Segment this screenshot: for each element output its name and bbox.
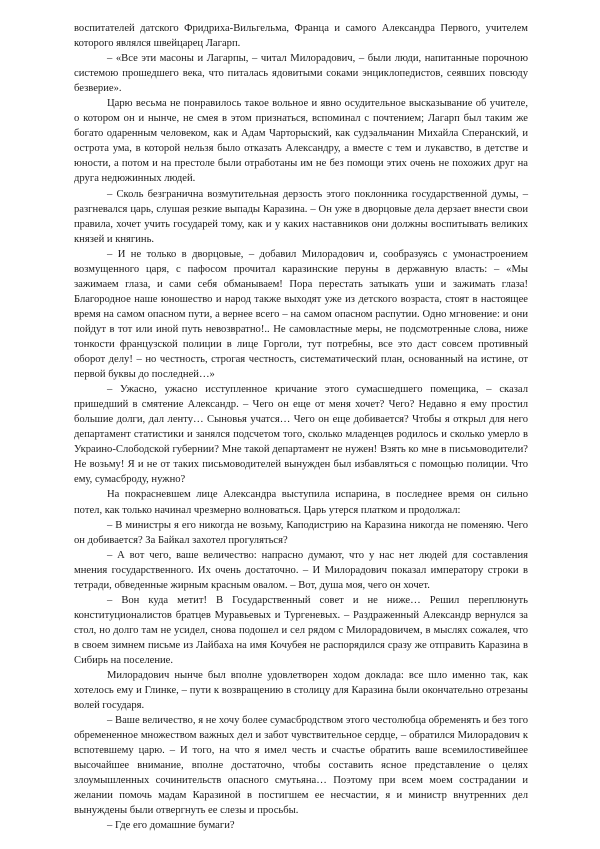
paragraph-1: воспитателей датского Фридриха-Вильгельма, Франца и самого Александра Первого, учителем которого являлся швейцарец Лагарп. xyxy=(74,23,528,50)
paragraph-12: – Ваше величество, я не хочу более сумасбродством этого честолюбца обременять и без того обремененное множеством важных дел и забот чувствительное сердце, – обратился Милорадович к вспотевшему царю. – И того, на что я имел честь и счастье обратить ваше всемилостивейшее высочайшее внимание, вполне достаточно, чтобы составить ясное представление о целях злоумышленных сочинительств опасного смутьяна… Поэтому при всем моем сострадании и желании помочь мадам Каразиной в постигшем ее несчастии, я и министр внутренних дел вынуждены были отвергнуть ее слезы и просьбы. xyxy=(74,715,528,817)
paragraph-4: – Сколь безгранична возмутительная дерзость этого поклонника государственной думы, – разгневался царь, слушая резкие выпады Каразина. – Он уже в дворцовые дела дерзает внести свои правила, хочет учить государей тому, как и у каких наставников они должны воспитывать великих князей и княгинь. xyxy=(74,188,528,245)
paragraph-2: – «Все эти масоны и Лагарпы, – читал Милорадович, – были люди, напитанные порочною системою прошедшего века, что питалась ядовитыми соками энциклопедистов, сеявших повсюду безверие». xyxy=(74,53,528,95)
paragraph-11: Милорадович нынче был вполне удовлетворен ходом доклада: все шло именно так, как хотелось ему и Глинке, – пути к возвращению в столицу для Каразина были окончательно отрезаны волей государя. xyxy=(74,670,528,712)
paragraph-7: На покрасневшем лице Александра выступила испарина, в последнее время он сильно потел, как только начинал чрезмерно волноваться. Царь утерся платком и продолжал: xyxy=(74,489,528,516)
document-page xyxy=(74,21,528,834)
paragraph-10: – Вон куда метит! В Государственный совет и не ниже… Решил переплюнуть конституционалистов братцев Муравьевых и Тургеневых. – Раздраженный Александр вернулся за стол, но долго там не усидел, снова подошел и сел рядом с Милорадовичем, в мыслях сожалея, что в своем зимнем письме из Лайбаха на имя Кочубея не распорядился сразу же отправить Каразина в Сибирь на поселение. xyxy=(74,594,528,666)
paragraph-8: – В министры я его никогда не возьму, Каподистрию на Каразина никогда не поменяю. Чего он добивается? За Байкал захотел прогуляться? xyxy=(74,519,528,546)
paragraph-3: Царю весьма не понравилось такое вольное и явно осудительное высказывание об учителе, о котором он и нынче, не смея в этом признаться, вспоминал с почтением; Лагарп был таким же богато одаренным человеком, как и Адам Чарторыский, как судэальчанин Михайла Сперанский, и острота ума, в которой нельзя было отказать Александру, а вместе с тем и лукавство, в детстве и юности, а потом и на престоле были отработаны им не без помощи этих очень не похожих друг на друга недюжинных людей. xyxy=(74,98,528,185)
paragraph-13: – Где его домашние бумаги? xyxy=(107,820,235,832)
paragraph-5: – И не только в дворцовые, – добавил Милорадович и, сообразуясь с умонастроением возмущенного царя, с пафосом прочитал каразинские перуны в державную власть: – «Мы зажимаем глаза, и сами себя обманываем! Пора перестать затыкать уши и зажимать глаза! Благородное наше юношество и народ также выходят уже из детского возраста, стоят в настоящее время на самом опасном пути, а вернее всего – на самом опасном распутии. Одно мгновение: и они пойдут в тот или иной путь невозвратно!.. Не самовластные меры, не подсмотренные слова, ниже тонкости французской полиции в лице Горголи, тут потребны, все это даст совсем противный оборот делу! – но честность, строгая честность, систематический план, основанный на истине, от первой буквы до последней…» xyxy=(74,248,528,381)
paragraph-6: – Ужасно, ужасно исступленное кричание этого сумасшедшего помещика, – сказал пришедший в смятение Александр. – Чего он еще от меня хочет? Чего? Недавно я ему простил большие долги, дал ленту… Сыновья учатся… Чего он еще добивается? Чтобы я открыл для него департамент статистики и занялся подсчетом того, сколько младенцев родилось и сколько умерло в Украино-Слободской губернии? Мне такой департамент не нужен! Взять ко мне в письмоводители? Не возьму! Я и не от таких письмоводителей вынужден был избавляться с помощью полиции. Что ему, сумасброду, нужно? xyxy=(74,384,528,486)
paragraph-9: – А вот чего, ваше величество: напрасно думают, что у нас нет людей для составления мнения государственного. Их очень достаточно. – И Милорадович показал императору строки в тетради, обведенные жирным красным овалом. – Вот, душа моя, чего он хочет. xyxy=(74,549,528,591)
